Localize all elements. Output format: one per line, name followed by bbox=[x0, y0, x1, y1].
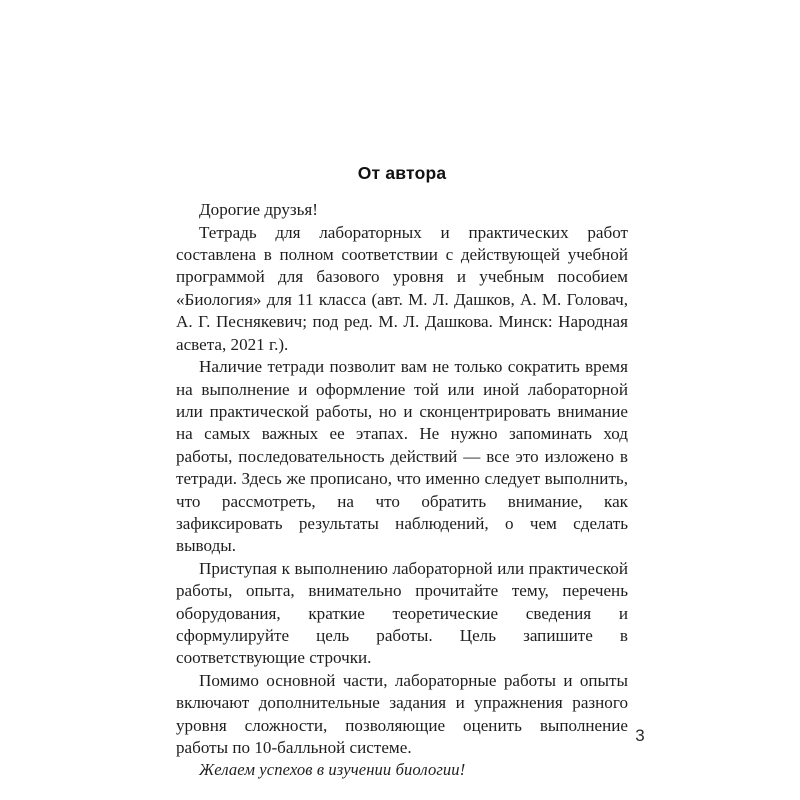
page-number: 3 bbox=[635, 726, 645, 745]
paragraph-intro-source: Тетрадь для лабораторных и практических работ составлена в полном соответствии с действующей учебной программой для базового уровня и учебным пособием «Биология» для 11 класса (авт. М. Л. Дашков, А. М. Головач, А. Г. Песнякевич; под ред. М. Л. Дашкова. Минск: Народная асвета, 2021 г.). bbox=[176, 222, 628, 354]
paragraph-benefits: Наличие тетради позволит вам не только сократить время на выполнение и оформление той или иной лабораторной или практической работы, но и сконцентрировать внимание на самых важных ее этапах. Не нужно запоминать ход работы, последовательность действий — все это изложено в тетради. Здесь же прописано, что именно следует выполнить, что рассмотреть, на что обратить внимание, как зафиксировать результаты наблюдений, о чем сделать выводы. bbox=[176, 357, 628, 556]
page-title: От автора bbox=[357, 163, 447, 183]
page-content bbox=[176, 164, 628, 782]
paragraph-instructions: Приступая к выполнению лабораторной или практической работы, опыта, внимательно прочитайте тему, перечень оборудования, краткие теоретические сведения и сформулируйте цель работы. Цель запишите в соответствующие строчки. bbox=[176, 558, 628, 668]
paragraph-closing-wish: Желаем успехов в изучении биологии! bbox=[199, 760, 466, 780]
paragraph-greeting: Дорогие друзья! bbox=[199, 200, 318, 220]
paragraph-additional-tasks: Помимо основной части, лабораторные работы и опыты включают дополнительные задания и упражнения разного уровня сложности, позволяющие оценить выполнение работы по 10-балльной системе. bbox=[176, 670, 628, 757]
